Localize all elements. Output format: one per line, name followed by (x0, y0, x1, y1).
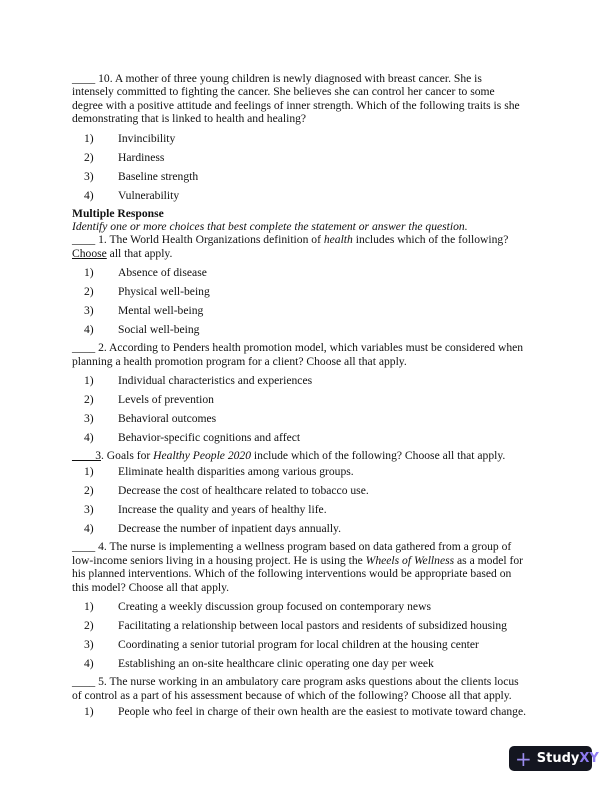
answer-blank: ____ (72, 72, 96, 85)
option-number: 4) (84, 657, 94, 671)
option (72, 186, 552, 205)
question-text: low-income seniors living in a housing project. He is using the (72, 553, 366, 567)
option-number: 1) (84, 600, 94, 614)
options-list (72, 371, 552, 447)
question-text-italic: Wheels of Wellness (365, 553, 455, 567)
option (72, 654, 552, 673)
question-text: all that apply. (106, 246, 173, 260)
option-text: Hardiness (118, 150, 165, 164)
option (72, 462, 552, 481)
answer-blank: ____ (72, 675, 96, 689)
option-text: Increase the quality and years of healthy life. (118, 503, 327, 517)
option-text: Coordinating a senior tutorial program for local children at the housing center (118, 638, 479, 652)
section-instructions: Identify one or more choices that best complete the statement or answer the question. (72, 220, 468, 234)
answer-blank: ____ (72, 233, 96, 247)
question-text: 1. The World Health Organizations definition of (95, 233, 324, 247)
question-text: 2. According to Penders health promotion model, which variables must be considered when (95, 341, 524, 355)
studyxy-logo-badge[interactable] (509, 746, 599, 771)
option-text: Social well-being (118, 323, 200, 337)
answer-blank: ____ (72, 540, 96, 554)
option-number: 2) (84, 393, 94, 407)
option-text: Establishing an on-site healthcare clinic operating one day per week (118, 657, 434, 671)
document-page (72, 72, 552, 723)
brand-text: Study (536, 751, 580, 766)
option (72, 519, 552, 538)
options-list (72, 462, 552, 538)
option-number: 1) (84, 374, 94, 388)
option (72, 428, 552, 447)
question-text: A mother of three young children is newly diagnosed with breast cancer. She is (112, 72, 482, 85)
question-3 (72, 449, 552, 538)
question-4 (72, 540, 552, 673)
option-text: Levels of prevention (118, 393, 214, 407)
option (72, 500, 552, 519)
options-list (72, 702, 552, 721)
option-text: People who feel in charge of their own health are the easiest to motivate toward change. (118, 704, 526, 718)
question-text: 5. The nurse working in an ambulatory care program asks questions about the clients locus (95, 675, 519, 689)
option-number: 3) (84, 412, 94, 426)
option-number: 3) (84, 638, 94, 652)
option (72, 282, 552, 301)
question-5 (72, 675, 552, 721)
option (72, 263, 552, 282)
option (72, 635, 552, 654)
question-2 (72, 341, 552, 447)
option-number: 1) (84, 131, 94, 145)
answer-blank-number: ____3 (72, 449, 101, 463)
option-text: Decrease the cost of healthcare related to tobacco use. (118, 484, 369, 498)
option (72, 320, 552, 339)
plus-icon: + (515, 746, 532, 771)
question-text: includes which of the following? (352, 233, 509, 247)
option-text: Invincibility (118, 131, 176, 145)
question-text: planning a health promotion program for a client? Choose all that apply. (72, 354, 407, 368)
question-text: as a model for (454, 553, 524, 567)
question-text-italic: health (323, 233, 353, 247)
question-text: . Goals for (100, 449, 154, 463)
question-10 (72, 72, 552, 205)
question-text-italic: Healthy People 2020 (153, 449, 252, 463)
option (72, 702, 552, 721)
option (72, 301, 552, 320)
question-text: his planned interventions. Which of the following interventions would be appropriate based on (72, 567, 512, 581)
option (72, 371, 552, 390)
options-list (72, 597, 552, 673)
question-text: intensely committed to fighting the cancer. She believes she can control her cancer to some (72, 85, 495, 99)
option (72, 390, 552, 409)
option-text: Facilitating a relationship between local pastors and residents of subsidized housing (118, 619, 507, 633)
option (72, 409, 552, 428)
option-text: Eliminate health disparities among various groups. (118, 465, 354, 479)
option-number: 3) (84, 304, 94, 318)
option-text: Decrease the number of inpatient days annually. (118, 522, 341, 536)
option-number: 4) (84, 323, 94, 337)
option-text: Behavior-specific cognitions and affect (118, 431, 301, 445)
option-text: Creating a weekly discussion group focused on contemporary news (118, 600, 431, 614)
options-list (72, 129, 552, 205)
option-text: Vulnerability (118, 188, 180, 202)
section-title: Multiple Response (72, 206, 164, 220)
option-number: 2) (84, 619, 94, 633)
option-number: 1) (84, 266, 94, 280)
question-text: 4. The nurse is implementing a wellness program based on data gathered from a group of (95, 540, 512, 554)
option (72, 616, 552, 635)
option (72, 129, 552, 148)
option-number: 4) (84, 188, 94, 202)
option-text: Absence of disease (118, 266, 207, 280)
option-number: 4) (84, 522, 94, 536)
question-text: degree with a positive attitude and feelings of inner strength. Which of the following traits is she (72, 98, 520, 112)
option (72, 148, 552, 167)
question-text-underlined: Choose (72, 246, 107, 260)
question-text: this model? Choose all that apply. (72, 580, 230, 594)
question-text: include which of the following? Choose all that apply. (251, 449, 506, 463)
option-number: 2) (84, 484, 94, 498)
option-number: 2) (84, 150, 94, 164)
question-text: of control as a part of his assessment because of which of the following? Choose all that apply. (72, 688, 512, 702)
option-number: 3) (84, 169, 94, 183)
options-list (72, 263, 552, 339)
option (72, 167, 552, 186)
option-number: 3) (84, 503, 94, 517)
option-text: Physical well-being (118, 285, 210, 299)
option-text: Individual characteristics and experiences (118, 374, 313, 388)
option (72, 597, 552, 616)
option (72, 481, 552, 500)
option-number: 2) (84, 285, 94, 299)
option-number: 1) (84, 704, 94, 718)
option-text: Baseline strength (118, 169, 199, 183)
answer-blank: ____ (72, 341, 96, 355)
brand-text-accent: XY (579, 751, 599, 766)
option-text: Behavioral outcomes (118, 412, 217, 426)
option-number: 4) (84, 431, 94, 445)
question-1 (72, 233, 552, 339)
question-text: demonstrating that is linked to health and healing? (72, 112, 307, 126)
question-number: 10. (98, 72, 113, 85)
option-number: 1) (84, 465, 94, 479)
option-text: Mental well-being (118, 304, 204, 318)
